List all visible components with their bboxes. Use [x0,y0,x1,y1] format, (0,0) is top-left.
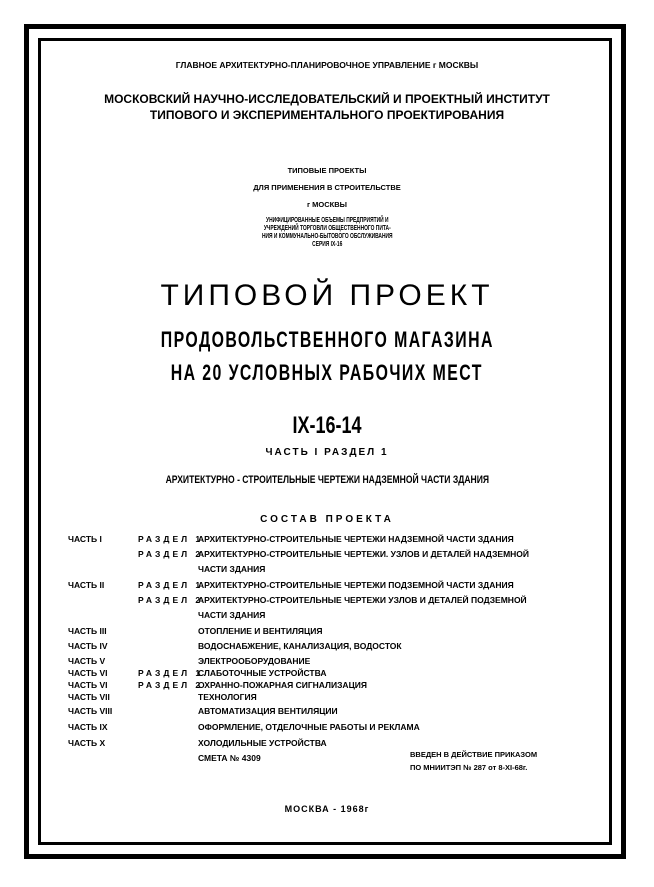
project-code [0,412,654,440]
project-code-text: IX-16-14 [292,412,362,439]
series-desc-4: СЕРИЯ IX-16 [311,241,343,248]
row-text: ОТОПЛЕНИЕ И ВЕНТИЛЯЦИЯ [198,626,323,636]
contents-row [68,626,322,636]
contents-row [68,680,367,690]
series-desc-1: УНИФИЦИРОВАННЫЕ ОБЪЕМЫ ПРЕДПРИЯТИЙ И [265,217,389,224]
contents-row [68,656,310,666]
project-title-line-1 [0,327,654,353]
row-part: ЧАСТЬ X [68,738,106,748]
project-title-line-2 [0,360,654,386]
contents-row [68,534,514,544]
order-note-line-2: ПО МНИИТЭП № 287 от 8-XI-68г. [410,763,528,772]
contents-row [68,595,527,605]
document-type-title: ТИПОВОЙ ПРОЕКТ [160,279,494,312]
contents-row [68,722,420,732]
contents-row [68,738,327,748]
subject-line-text: АРХИТЕКТУРНО - СТРОИТЕЛЬНЫЕ ЧЕРТЕЖИ НАДЗЕМНОЙ ЧАСТИ ЗДАНИЯ [165,474,489,486]
row-text: ЭЛЕКТРООБОРУДОВАНИЕ [198,656,311,666]
row-section: РАЗДЕЛ 2 [138,549,204,559]
row-part: ЧАСТЬ VIII [68,706,113,716]
row-text: ХОЛОДИЛЬНЫЕ УСТРОЙСТВА [198,738,327,748]
series-desc-3: НИЯ И КОММУНАЛЬНО-БЫТОВОГО ОБСЛУЖИВАНИЯ [261,233,393,240]
row-part: ЧАСТЬ IX [68,722,108,732]
project-title-line-1-text: ПРОДОВОЛЬСТВЕННОГО МАГАЗИНА [160,327,494,352]
row-text: ВОДОСНАБЖЕНИЕ, КАНАЛИЗАЦИЯ, ВОДОСТОК [198,641,402,651]
contents-row [68,564,265,574]
project-title-line-2-text: НА 20 УСЛОВНЫХ РАБОЧИХ МЕСТ [170,360,484,385]
row-text: ТЕХНОЛОГИЯ [198,692,257,702]
contents-row [68,692,257,702]
row-section: РАЗДЕЛ 1 [138,534,204,544]
contents-row [68,580,514,590]
row-section: РАЗДЕЛ 2 [138,595,204,605]
series-desc-2: УЧРЕЖДЕНИЙ ТОРГОВЛИ ОБЩЕСТВЕННОГО ПИТА- [263,225,391,232]
row-text: ЧАСТИ ЗДАНИЯ [198,564,266,574]
row-text: АРХИТЕКТУРНО-СТРОИТЕЛЬНЫЕ ЧЕРТЕЖИ НАДЗЕМНОЙ ЧАСТИ ЗДАНИЯ [198,534,514,544]
row-part: ЧАСТЬ III [68,626,107,636]
series-line-1: ТИПОВЫЕ ПРОЕКТЫ [287,166,367,175]
contents-row [68,706,338,716]
order-note-line-1: ВВЕДЕН В ДЕЙСТВИЕ ПРИКАЗОМ [410,750,538,759]
row-part: ЧАСТЬ I [68,534,102,544]
contents-row [68,610,265,620]
row-part: ЧАСТЬ II [68,580,105,590]
row-part: ЧАСТЬ VI [68,668,108,678]
series-line-2: ДЛЯ ПРИМЕНЕНИЯ В СТРОИТЕЛЬСТВЕ [253,183,401,192]
institute-line-2: ТИПОВОГО И ЭКСПЕРИМЕНТАЛЬНОГО ПРОЕКТИРОВАНИЯ [149,108,505,122]
subject-line [0,474,654,486]
series-line-3: г МОСКВЫ [306,200,348,209]
row-part: ЧАСТЬ VI [68,680,108,690]
row-text: АРХИТЕКТУРНО-СТРОИТЕЛЬНЫЕ ЧЕРТЕЖИ. УЗЛОВ И ДЕТАЛЕЙ НАДЗЕМНОЙ [198,549,530,559]
footer-place-year: МОСКВА - 1968г [284,804,370,814]
row-part: ЧАСТЬ VII [68,692,110,702]
row-part: ЧАСТЬ IV [68,641,108,651]
contents-row [68,753,261,763]
contents-heading: СОСТАВ ПРОЕКТА [260,514,394,525]
part-section-line: ЧАСТЬ I РАЗДЕЛ 1 [265,447,389,458]
row-section: РАЗДЕЛ 1 [138,668,204,678]
row-text: СЛАБОТОЧНЫЕ УСТРОЙСТВА [198,668,327,678]
row-part: ЧАСТЬ V [68,656,106,666]
row-text: ЧАСТИ ЗДАНИЯ [198,610,266,620]
series-desc [0,217,654,249]
row-text: ОХРАННО-ПОЖАРНАЯ СИГНАЛИЗАЦИЯ [198,680,367,690]
row-text: АРХИТЕКТУРНО-СТРОИТЕЛЬНЫЕ ЧЕРТЕЖИ ПОДЗЕМНОЙ ЧАСТИ ЗДАНИЯ [198,580,514,590]
row-section: РАЗДЕЛ 1 [138,580,204,590]
contents-row [68,668,326,678]
contents-row [68,549,529,559]
row-text: ОФОРМЛЕНИЕ, ОТДЕЛОЧНЫЕ РАБОТЫ И РЕКЛАМА [198,722,420,732]
contents-row [68,641,402,651]
institute-line-1: МОСКОВСКИЙ НАУЧНО-ИССЛЕДОВАТЕЛЬСКИЙ И ПРОЕКТНЫЙ ИНСТИТУТ [104,92,550,106]
row-section: РАЗДЕЛ 2 [138,680,204,690]
row-text: АВТОМАТИЗАЦИЯ ВЕНТИЛЯЦИИ [198,706,338,716]
row-text: СМЕТА № 4309 [198,753,261,763]
row-text: АРХИТЕКТУРНО-СТРОИТЕЛЬНЫЕ ЧЕРТЕЖИ УЗЛОВ И ДЕТАЛЕЙ ПОДЗЕМНОЙ [198,595,527,605]
agency-line: ГЛАВНОЕ АРХИТЕКТУРНО-ПЛАНИРОВОЧНОЕ УПРАВЛЕНИЕ г МОСКВЫ [175,60,479,70]
